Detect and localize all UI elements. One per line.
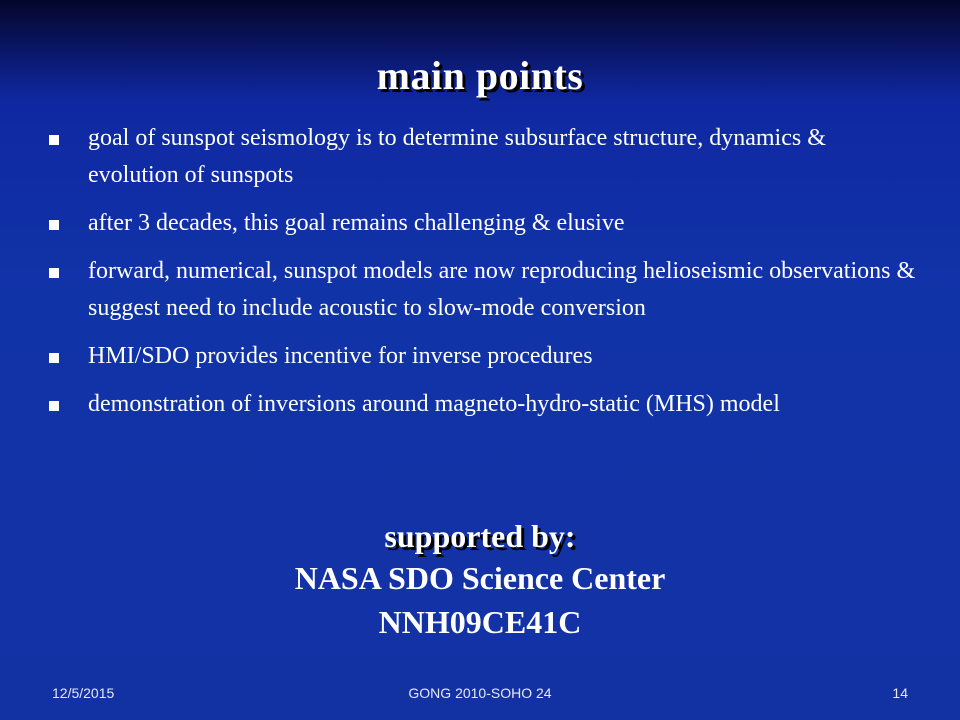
footer-event: GONG 2010-SOHO 24	[408, 685, 552, 701]
square-bullet-icon	[49, 353, 59, 363]
footer-page-number: 14	[892, 685, 908, 701]
support-grant: NNH09CE41C	[378, 604, 582, 640]
support-organization: NASA SDO Science Center	[294, 560, 666, 596]
square-bullet-icon	[49, 220, 59, 230]
bullet-item	[48, 253, 918, 327]
support-heading: supported by:	[384, 518, 576, 554]
bullet-item	[48, 386, 918, 423]
support-block	[0, 516, 960, 644]
bullet-text: demonstration of inversions around magneto-hydro-static (MHS) model	[88, 391, 780, 417]
bullet-text: forward, numerical, sunspot models are now reproducing helioseismic observations & suggest need to include acoustic to slow-mode conversion	[88, 258, 916, 321]
bullet-list	[48, 120, 918, 434]
square-bullet-icon	[49, 268, 59, 278]
slide-title: main points	[376, 53, 584, 98]
bullet-text: HMI/SDO provides incentive for inverse procedures	[88, 343, 593, 369]
square-bullet-icon	[49, 401, 59, 411]
bullet-item	[48, 338, 918, 375]
bullet-item	[48, 120, 918, 194]
square-bullet-icon	[49, 135, 59, 145]
bullet-item	[48, 205, 918, 242]
bullet-text: after 3 decades, this goal remains challenging & elusive	[88, 210, 625, 236]
footer-date: 12/5/2015	[52, 685, 115, 701]
bullet-text: goal of sunspot seismology is to determine subsurface structure, dynamics & evolution of sunspots	[88, 125, 826, 188]
